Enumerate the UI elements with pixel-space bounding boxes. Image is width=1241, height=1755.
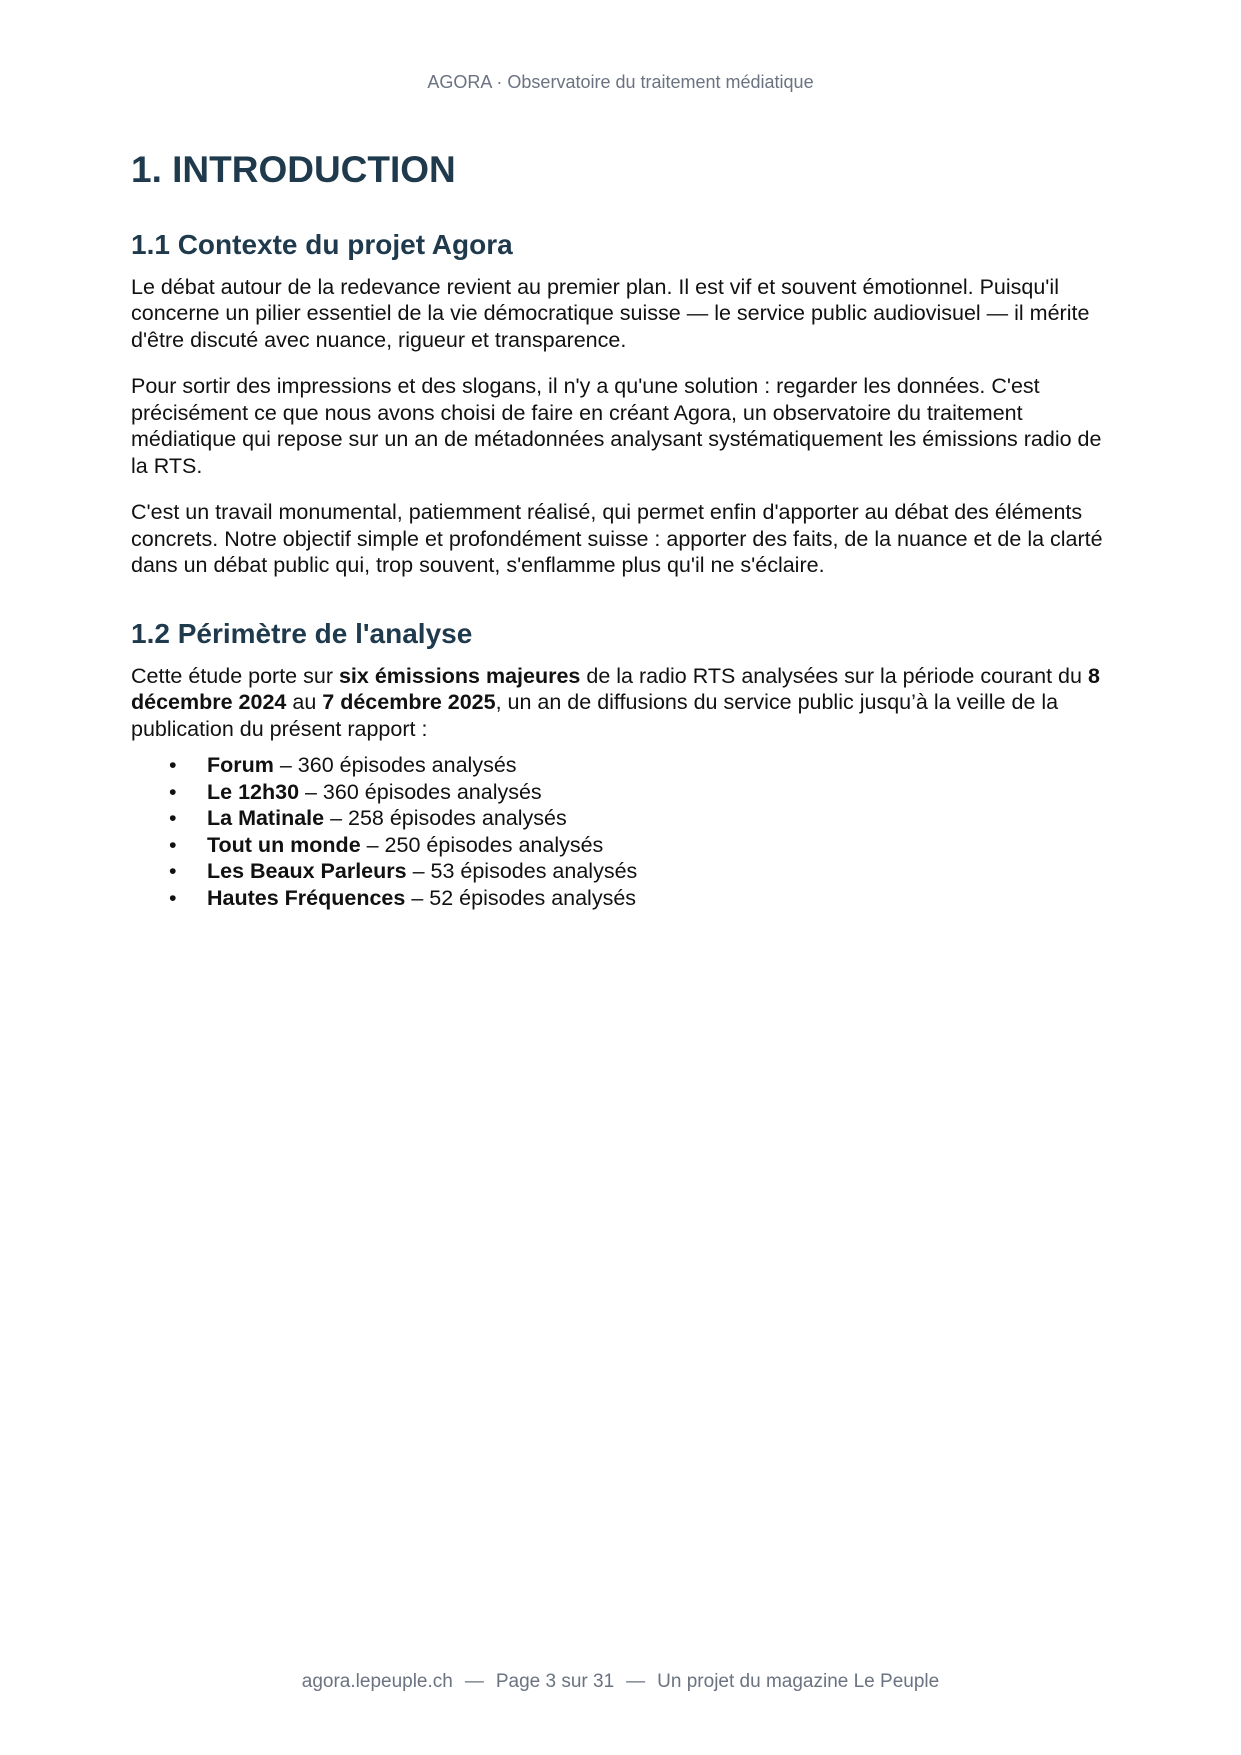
program-list [131, 752, 1121, 911]
list-item [169, 752, 1121, 779]
scope-intro-paragraph [131, 663, 1121, 743]
program-name: Hautes Fréquences [207, 885, 406, 910]
program-detail: – 250 épisodes analysés [360, 832, 604, 857]
section-title-context: 1.1 Contexte du projet Agora [131, 229, 513, 261]
program-detail: – 53 épisodes analysés [406, 859, 638, 884]
program-name: Tout un monde [207, 832, 361, 857]
bold-text: 8 décembre 2024 [131, 663, 1100, 715]
paragraph: C'est un travail monumental, patiemment réalisé, qui permet enfin d'apporter au débat des éléments concrets. Notre objectif simple et profondément suisse : apporter des faits, de la nuance et de la clarté dans un débat public qui, trop souvent, s'enflamme plus qu'il ne s'éclaire. [131, 500, 1103, 578]
bullet-icon: • [169, 885, 177, 910]
section-title-scope: 1.2 Périmètre de l'analyse [131, 617, 473, 649]
document-body [131, 148, 1121, 911]
page-footer [0, 1671, 1241, 1693]
program-name: La Matinale [207, 806, 325, 831]
page-number: Page 3 sur 31 [495, 1671, 615, 1692]
list-item [169, 805, 1121, 832]
paragraph: Le débat autour de la redevance revient au premier plan. Il est vif et souvent émotionnel. Puisqu'il concerne un pilier essentiel de la vie démocratique suisse — le service public audiovisuel — il mérite d'être discuté avec nuance, rigueur et transparence. [131, 274, 1090, 352]
bullet-icon: • [169, 753, 177, 778]
bullet-icon: • [169, 832, 177, 857]
list-item [169, 885, 1121, 912]
bullet-icon: • [169, 779, 177, 804]
text-run: , un an de diffusions du service public jusqu’à la veille de la publication du présent rapport : [131, 690, 1059, 741]
list-item [169, 858, 1121, 885]
footer-separator: — [464, 1671, 484, 1692]
program-detail: – 52 épisodes analysés [405, 885, 637, 910]
bullet-icon: • [169, 806, 177, 831]
list-item [169, 832, 1121, 859]
program-name: Forum [207, 753, 274, 778]
list-item [169, 779, 1121, 806]
footer-credit: Un projet du magazine Le Peuple [657, 1671, 940, 1692]
program-name: Le 12h30 [207, 779, 300, 804]
footer-separator: — [626, 1671, 646, 1692]
page-header: AGORA · Observatoire du traitement médiatique [427, 72, 814, 92]
program-detail: – 360 épisodes analysés [273, 753, 517, 778]
bullet-icon: • [169, 859, 177, 884]
program-detail: – 258 épisodes analysés [324, 806, 567, 831]
text-run: Cette étude porte sur [131, 663, 339, 688]
program-name: Les Beaux Parleurs [207, 859, 407, 884]
text-run: au [286, 690, 323, 715]
bold-text: six émissions majeures [338, 663, 581, 688]
paragraph: Pour sortir des impressions et des slogans, il n'y a qu'une solution : regarder les données. C'est précisément ce que nous avons choisi de faire en créant Agora, un observatoire du traitement médiatique qui repose sur un an de métadonnées analysant systématiquement les émissions radio de la RTS. [131, 374, 1102, 478]
text-run: de la radio RTS analysées sur la période courant du [580, 663, 1088, 688]
chapter-title: 1. INTRODUCTION [131, 149, 456, 190]
program-detail: – 360 épisodes analysés [299, 779, 542, 804]
bold-text: 7 décembre 2025 [322, 690, 496, 715]
footer-site: agora.lepeuple.ch [301, 1671, 453, 1692]
